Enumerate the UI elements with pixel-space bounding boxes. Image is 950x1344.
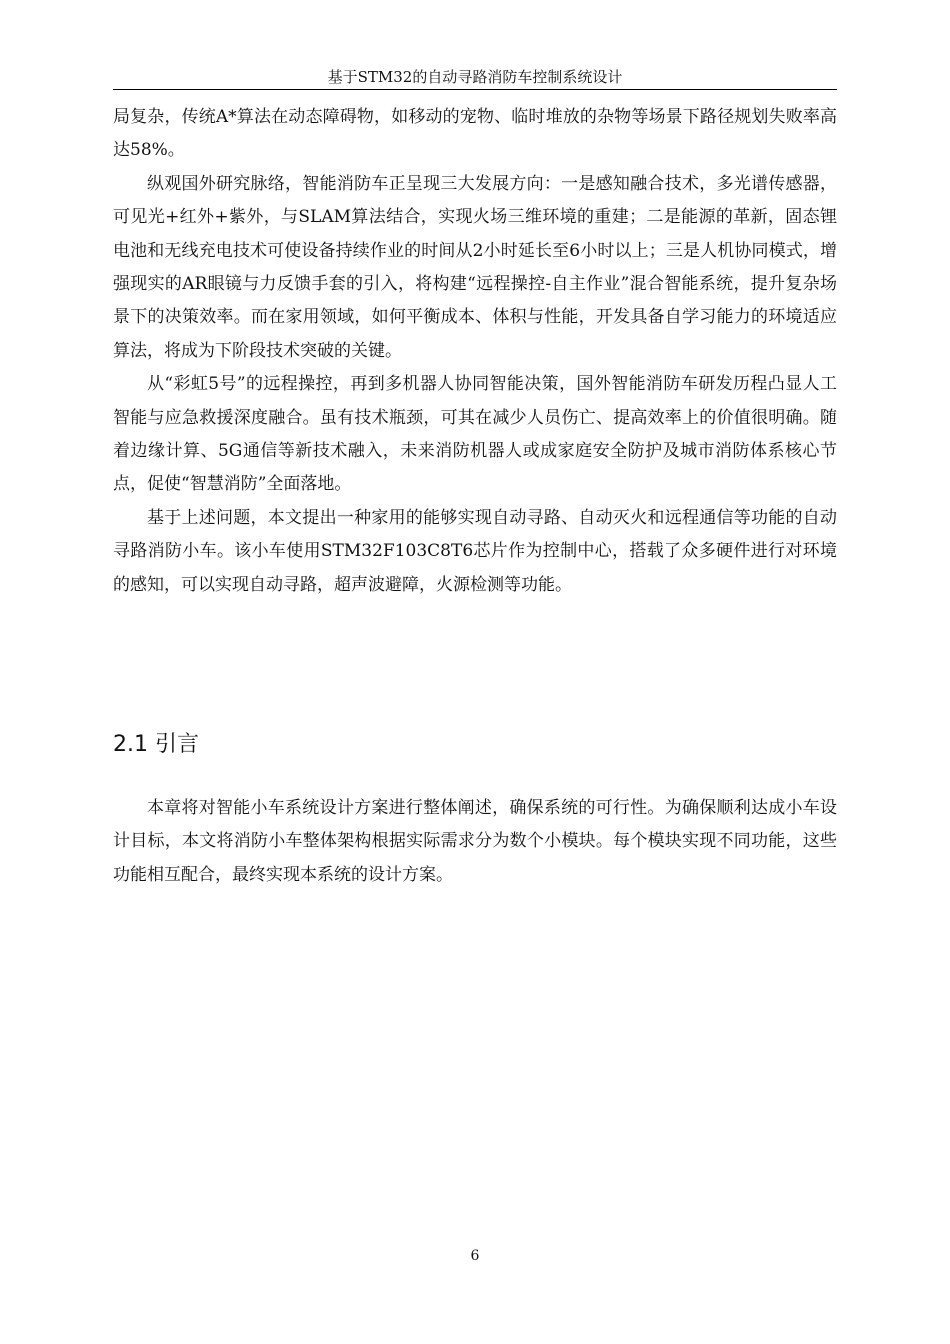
page-number: 6 <box>470 1248 480 1264</box>
section-body <box>113 792 837 892</box>
paragraph-continued: 局复杂，传统A*算法在动态障碍物，如移动的宠物、临时堆放的杂物等场景下路径规划失败率高达58%。 <box>113 107 837 161</box>
running-title: 基于STM32的自动寻路消防车控制系统设计 <box>327 68 623 86</box>
running-header <box>113 66 837 90</box>
paragraph: 基于上述问题，本文提出一种家用的能够实现自动寻路、自动灭火和远程通信等功能的自动寻路消防小车。该小车使用STM32F103C8T6芯片作为控制中心，搭载了众多硬件进行对环境的感知，可以实现自动寻路，超声波避障，火源检测等功能。 <box>113 507 837 595</box>
body-text <box>113 101 837 602</box>
paragraph: 本章将对智能小车系统设计方案进行整体阐述，确保系统的可行性。为确保顺利达成小车设计目标，本文将消防小车整体架构根据实际需求分为数个小模块。每个模块实现不同功能，这些功能相互配合，最终实现本系统的设计方案。 <box>113 798 837 885</box>
paragraph: 纵观国外研究脉络，智能消防车正呈现三大发展方向：一是感知融合技术，多光谱传感器，可见光+红外+紫外，与SLAM算法结合，实现火场三维环境的重建；二是能源的革新，固态锂电池和无线充电技术可使设备持续作业的时间从2小时延长至6小时以上；三是人机协同模式，增强现实的AR眼镜与力反馈手套的引入，将构建“远程操控-自主作业”混合智能系统，提升复杂场景下的决策效率。而在家用领域，如何平衡成本、体积与性能，开发具备自学习能力的环境适应算法，将成为下阶段技术突破的关键。 <box>113 173 837 361</box>
section-heading: 2.1 引言 <box>113 732 199 757</box>
paragraph: 从“彩虹5号”的远程操控，再到多机器人协同智能决策，国外智能消防车研发历程凸显人工智能与应急救援深度融合。虽有技术瓶颈，可其在减少人员伤亡、提高效率上的价值很明确。随着边缘计算、5G通信等新技术融入，未来消防机器人或成家庭安全防护及城市消防体系核心节点，促使“智慧消防”全面落地。 <box>113 374 837 495</box>
